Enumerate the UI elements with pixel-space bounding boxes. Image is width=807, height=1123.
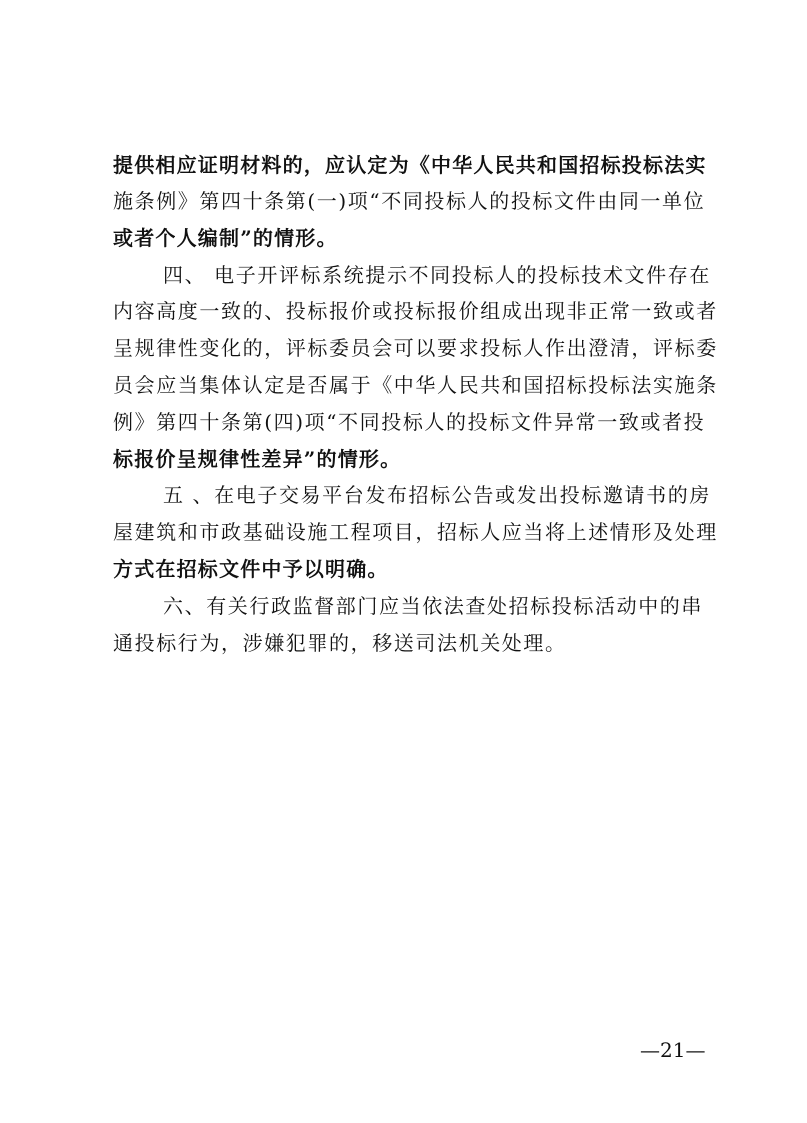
text-line (113, 153, 707, 177)
text-line (113, 520, 718, 544)
text-run: 五 、在电子交易平台发布招标公告或发出投标邀请书的房 (163, 483, 711, 507)
text-run: 呈规律性变化的，评标委员会可以要求投标人作出澄清，评标委 (113, 336, 718, 360)
text-line (163, 594, 703, 618)
text-line (113, 373, 718, 397)
bold-text-run: 方式在招标文件中予以明确。 (113, 557, 389, 581)
text-run: 例》第四十条第(四)项“不同投标人的投标文件异常一致或者投 (113, 410, 706, 434)
text-line (113, 299, 718, 323)
bold-text-run: 标报价呈规律性差异”的情形。 (113, 447, 402, 471)
text-line (163, 483, 711, 507)
text-run: 员会应当集体认定是否属于《中华人民共和国招标投标法实施条 (113, 373, 718, 397)
text-line (113, 226, 338, 250)
text-run: 施条例》第四十条第(一)项“不同投标人的投标文件由同一单位 (113, 189, 706, 213)
text-line (113, 447, 401, 471)
text-line (113, 336, 718, 360)
bold-text-run: 或者个人编制”的情形。 (113, 226, 338, 250)
page-number: —21— (640, 1038, 706, 1062)
text-run: 屋建筑和市政基础设施工程项目，招标人应当将上述情形及处理 (113, 520, 718, 544)
text-line (113, 189, 705, 213)
text-line (113, 410, 705, 434)
text-line (163, 263, 711, 287)
text-line (113, 557, 389, 581)
bold-text-run: 提供相应证明材料的，应认定为《中华人民共和国招标投标法实 (113, 153, 707, 177)
text-run: 内容高度一致的、投标报价或投标报价组成出现非正常一致或者 (113, 299, 718, 323)
text-run: 通投标行为，涉嫌犯罪的，移送司法机关处理。 (113, 631, 567, 655)
text-line (113, 631, 567, 655)
text-run: 六、有关行政监督部门应当依法查处招标投标活动中的串 (163, 594, 703, 618)
text-run: 四、 电子开评标系统提示不同投标人的投标技术文件存在 (163, 263, 711, 287)
